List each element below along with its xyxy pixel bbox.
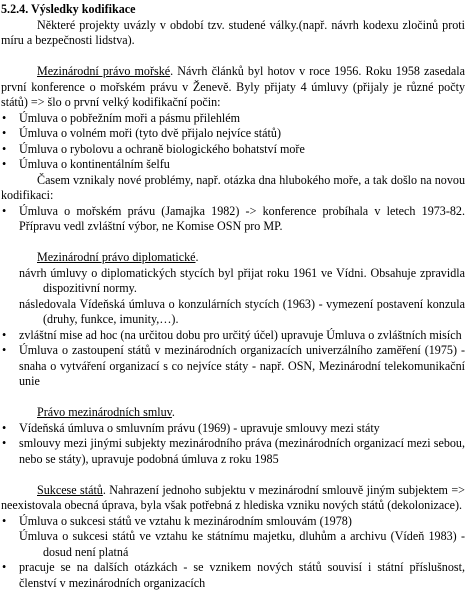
sea-law-followup: Časem vznikaly nové problémy, např. otázka dna hlubokého moře, a tak došlo na novou kodifikaci: — [1, 172, 465, 202]
sea-law-text: . Návrh článků byl hotov v roce 1956. Roku 1958 zasedala první konference o mořském právu v Ženevě. Byly přijaty 4 úmluvy (přijaly je různé počty států) => šlo o první velký kodifikační počin: — [1, 64, 465, 109]
list-item: • Úmluva o zastoupení států v mezinárodních organizacích univerzálního zaměření (1975) - snaha o vytváření organizací s co nejvíce státy - např. OSN, Mezinárodní telekomunikační unie — [2, 343, 465, 388]
bullet-icon: • — [2, 203, 7, 218]
succession-list — [1, 514, 465, 592]
treaties-law-list — [1, 421, 465, 468]
treaties-law-title: Právo mezinárodních smluv — [37, 405, 172, 419]
bullet-icon — [2, 297, 12, 313]
list-item: • Úmluva o sukcesi států ve vztahu k mezinárodním smlouvám (1978) — [2, 513, 352, 528]
bullet-icon: • — [2, 420, 7, 435]
succession-title: Sukcese států — [37, 482, 103, 497]
bullet-icon: • — [2, 327, 7, 342]
list-item: • Vídeňská úmluva o smluvním právu (1969) - upravuje smlouvy mezi státy — [2, 420, 380, 435]
sea-law-paragraph — [1, 64, 465, 111]
bullet-icon — [2, 529, 12, 545]
sea-law-list — [1, 111, 465, 173]
list-item: následovala Vídeňská úmluva o konzulárních stycích (1963) - vymezení postavení konzula (druhy, funkce, imunity,…). — [1, 297, 465, 328]
diplomatic-law-list — [1, 266, 465, 390]
spacer — [1, 467, 465, 483]
list-item: • Úmluva o rybolovu a ochraně biologického bohatství moře — [2, 141, 305, 156]
list-item: návrh úmluvy o diplomatických stycích byl přijat roku 1961 ve Vídni. Obsahuje zpravidla dispozitivní normy. — [1, 266, 465, 297]
bullet-icon: • — [2, 110, 7, 125]
intro-paragraph: Některé projekty uvázly v období tzv. studené války.(např. návrh kodexu zločinů proti míru a bezpečnosti lidstva). — [1, 17, 465, 47]
bullet-icon: • — [2, 157, 7, 171]
bullet-icon — [2, 266, 12, 282]
list-item: • pracuje se na dalších otázkách - se vznikem nových států souvisí i státní příslušnost, členství v mezinárodních organizacích — [2, 560, 465, 590]
section-heading: 5.2.4. Výsledky kodifikace — [1, 2, 136, 16]
treaties-law-heading: Právo mezinárodních smluv. — [37, 405, 175, 419]
spacer — [1, 49, 465, 65]
list-item: Úmluva o sukcesi států ve vztahu ke státnímu majetku, dluhům a archivu (Vídeň 1983) - dosud není platná — [1, 529, 465, 560]
list-item: • smlouvy mezi jinými subjekty mezinárodního práva (mezinárodních organizací mezi sebou, nebo se státy), upravuje podobná úmluva z roku 1985 — [2, 436, 465, 466]
succession-paragraph: Sukcese států. Nahrazení jednoho subjektu v mezinárodní smlouvě jiným subjektem => neexistovala obecná úprava, byla však potřebná z hlediska vzniku nových států (dekolonizace). — [1, 482, 465, 512]
bullet-icon: • — [2, 560, 7, 574]
diplomatic-law-title: Mezinárodní právo diplomatické — [37, 250, 196, 264]
sea-law-list-2 — [1, 204, 465, 235]
list-item: • zvláštní mise ad hoc (na určitou dobu pro určitý účel) upravuje Úmluva o zvláštních misích — [2, 327, 462, 342]
diplomatic-law-heading: Mezinárodní právo diplomatické. — [37, 250, 199, 264]
list-item: • Úmluva o volném moři (tyto dvě přijalo nejvíce států) — [2, 126, 281, 140]
list-item: • Úmluva o pobřežním moři a pásmu přilehlém — [2, 110, 240, 125]
list-item: • Úmluva o mořském právu (Jamajka 1982) -> konference probíhala v letech 1973-82. Přípravu vedl zvláštní výbor, ne Komise OSN pro MP. — [2, 203, 465, 233]
spacer — [1, 235, 465, 251]
bullet-icon: • — [2, 343, 7, 357]
bullet-icon: • — [2, 126, 7, 140]
bullet-icon: • — [2, 141, 7, 156]
bullet-icon: • — [2, 436, 7, 450]
sea-law-title: Mezinárodní právo mořské — [37, 64, 171, 78]
bullet-icon: • — [2, 513, 7, 528]
list-item: • Úmluva o kontinentálním šelfu — [2, 157, 170, 171]
spacer — [1, 390, 465, 406]
